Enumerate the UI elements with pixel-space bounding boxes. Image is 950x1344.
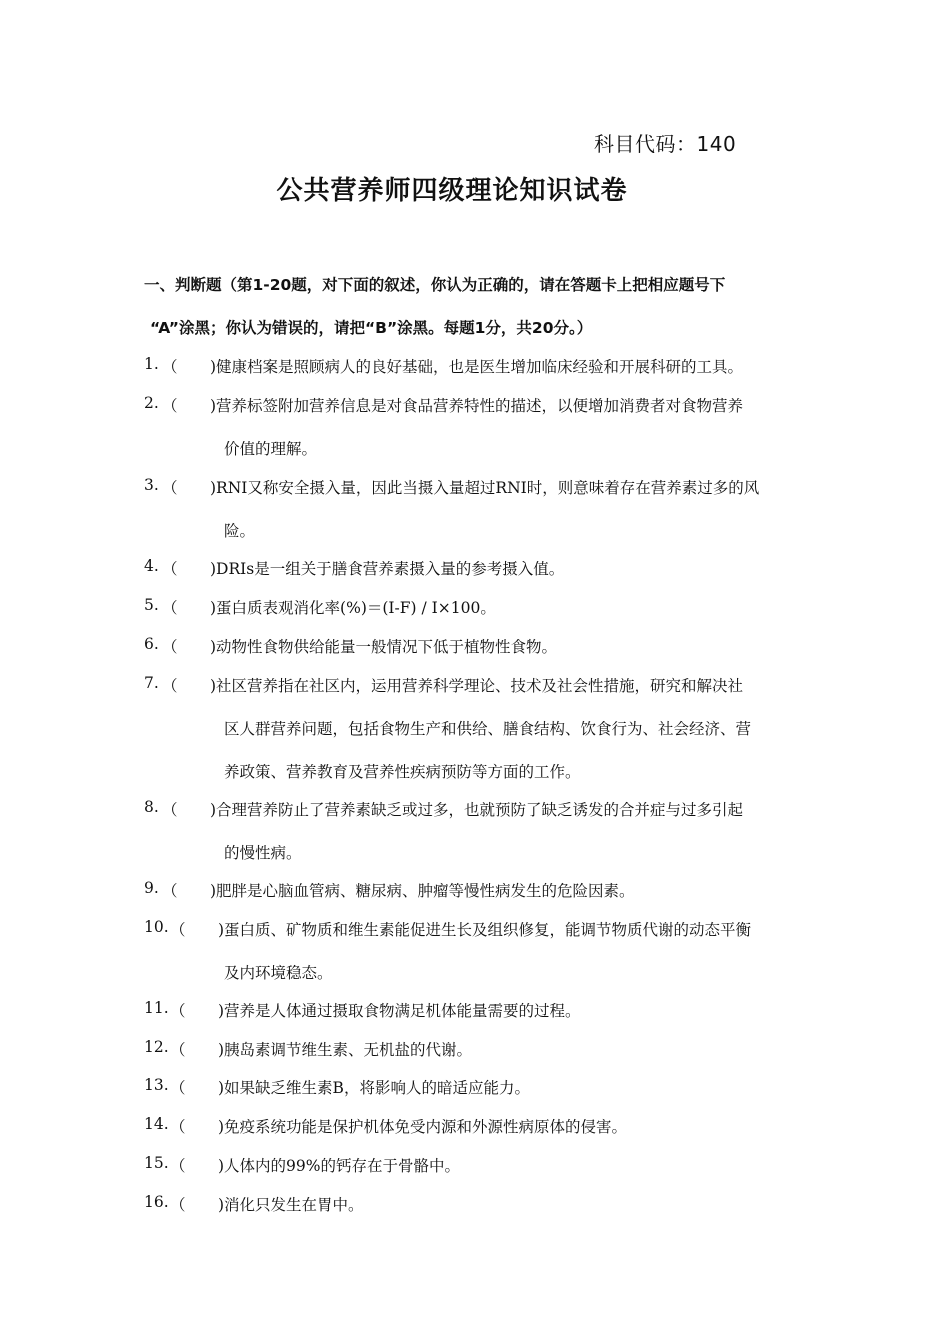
answer-blank: （ <box>170 1118 186 1136</box>
answer-blank: （ <box>162 638 178 656</box>
question-text: )蛋白质表观消化率(%)＝(I-F) / I×100。 <box>210 599 496 617</box>
question-text: )胰岛素调节维生素、无机盐的代谢。 <box>218 1041 473 1059</box>
question-number: 16. <box>144 1193 169 1211</box>
question-text: )营养是人体通过摄取食物满足机体能量需要的过程。 <box>218 1002 581 1020</box>
question-text-continuation: 区人群营养问题，包括食物生产和供给、膳食结构、饮食行为、社会经济、营 <box>224 720 752 738</box>
question-text: )消化只发生在胃中。 <box>218 1196 364 1214</box>
question-number: 10. <box>144 918 169 936</box>
question-text: )健康档案是照顾病人的良好基础，也是医生增加临床经验和开展科研的工具。 <box>210 358 744 376</box>
section-instruction-line-2: “A”涂黑；你认为错误的，请把“B”涂黑。每题1分，共20分。） <box>150 319 593 337</box>
section-instruction-line-1: 一、判断题（第1-20题，对下面的叙述，你认为正确的，请在答题卡上把相应题号下 <box>144 276 726 294</box>
question-number: 2. <box>144 394 159 412</box>
question-number: 15. <box>144 1154 169 1172</box>
subject-code: 科目代码：140 <box>594 132 737 156</box>
question-text: )免疫系统功能是保护机体免受内源和外源性病原体的侵害。 <box>218 1118 628 1136</box>
question-number: 3. <box>144 476 159 494</box>
answer-blank: （ <box>170 1041 186 1059</box>
question-text: )DRIs是一组关于膳食营养素摄入量的参考摄入值。 <box>210 560 565 578</box>
question-number: 11. <box>144 999 169 1017</box>
answer-blank: （ <box>162 358 178 376</box>
answer-blank: （ <box>170 1157 186 1175</box>
question-text-continuation: 险。 <box>224 522 256 540</box>
question-text: )RNI又称安全摄入量，因此当摄入量超过RNI时，则意味着存在营养素过多的风 <box>210 479 760 497</box>
answer-blank: （ <box>170 1196 186 1214</box>
answer-blank: （ <box>162 560 178 578</box>
question-text-continuation: 价值的理解。 <box>224 440 318 458</box>
answer-blank: （ <box>170 1002 186 1020</box>
answer-blank: （ <box>162 599 178 617</box>
answer-blank: （ <box>162 677 178 695</box>
answer-blank: （ <box>162 801 178 819</box>
answer-blank: （ <box>162 479 178 497</box>
question-number: 7. <box>144 674 159 692</box>
question-number: 9. <box>144 879 159 897</box>
question-number: 1. <box>144 355 159 373</box>
question-text: )社区营养指在社区内，运用营养科学理论、技术及社会性措施，研究和解决社 <box>210 677 744 695</box>
question-number: 5. <box>144 596 159 614</box>
question-text-continuation: 养政策、营养教育及营养性疾病预防等方面的工作。 <box>224 763 581 781</box>
question-number: 12. <box>144 1038 169 1056</box>
question-number: 14. <box>144 1115 169 1133</box>
answer-blank: （ <box>162 882 178 900</box>
question-text-continuation: 及内环境稳态。 <box>224 964 333 982</box>
answer-blank: （ <box>170 1079 186 1097</box>
question-text: )蛋白质、矿物质和维生素能促进生长及组织修复，能调节物质代谢的动态平衡 <box>218 921 752 939</box>
question-text: )人体内的99%的钙存在于骨骼中。 <box>218 1157 460 1175</box>
answer-blank: （ <box>162 397 178 415</box>
question-text: )营养标签附加营养信息是对食品营养特性的描述，以便增加消费者对食物营养 <box>210 397 744 415</box>
exam-title: 公共营养师四级理论知识试卷 <box>276 176 628 206</box>
question-number: 4. <box>144 557 159 575</box>
question-number: 13. <box>144 1076 169 1094</box>
question-number: 8. <box>144 798 159 816</box>
question-text: )肥胖是心脑血管病、糖尿病、肿瘤等慢性病发生的危险因素。 <box>210 882 635 900</box>
question-text: )动物性食物供给能量一般情况下低于植物性食物。 <box>210 638 558 656</box>
question-text: )合理营养防止了营养素缺乏或过多，也就预防了缺乏诱发的合并症与过多引起 <box>210 801 744 819</box>
question-number: 6. <box>144 635 159 653</box>
question-text: )如果缺乏维生素B，将影响人的暗适应能力。 <box>218 1079 530 1097</box>
question-text-continuation: 的慢性病。 <box>224 844 302 862</box>
answer-blank: （ <box>170 921 186 939</box>
